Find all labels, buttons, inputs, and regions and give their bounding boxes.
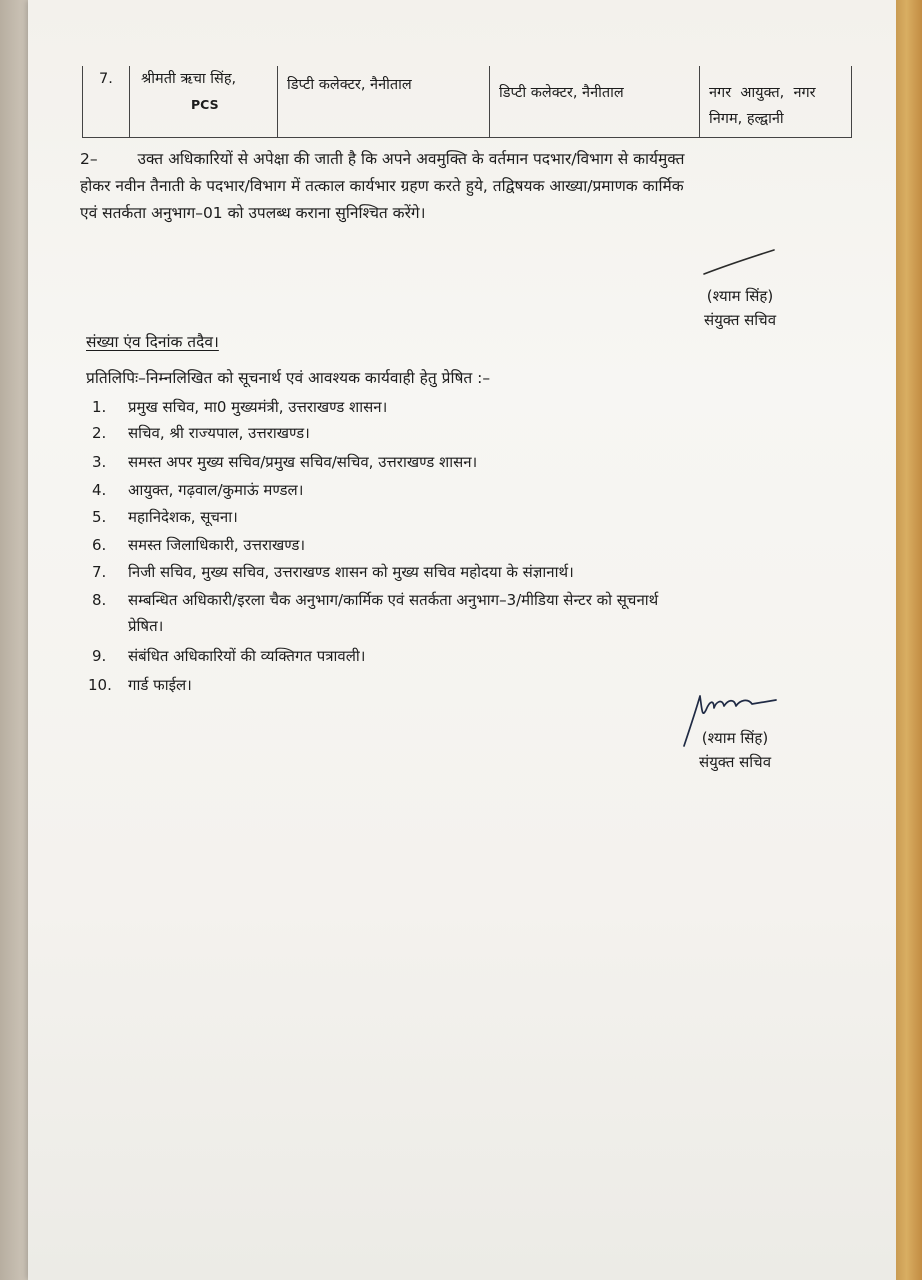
- list-text: महानिदेशक, सूचना।: [128, 508, 238, 526]
- list-text: गार्ड फाईल।: [128, 676, 192, 694]
- cell-service: PCS: [191, 97, 219, 112]
- list-text: सचिव, श्री राज्यपाल, उत्तराखण्ड।: [128, 424, 310, 442]
- copy-intro: प्रतिलिपिः–निम्नलिखित को सूचनार्थ एवं आवश्यक कार्यवाही हेतु प्रेषित :–: [86, 369, 491, 387]
- paragraph-number: 2–: [80, 150, 98, 168]
- paragraph-line: होकर नवीन तैनाती के पदभार/विभाग में तत्काल कार्यभार ग्रहण करते हुये, तद्विषयक आख्या/प्रमाणक कार्मिक: [80, 177, 684, 195]
- cell-additional-charge-cont: निगम, हल्द्वानी: [709, 111, 784, 127]
- list-number: 10.: [88, 676, 112, 694]
- cell-officer-name: श्रीमती ऋचा सिंह,: [141, 71, 237, 87]
- signatory-name: (श्याम सिंह): [701, 729, 769, 747]
- table-divider: [489, 66, 490, 137]
- signature-stroke: [700, 248, 780, 278]
- list-number: 4.: [92, 481, 107, 499]
- paragraph-2: [80, 146, 856, 227]
- cell-serial-number: 7.: [99, 71, 113, 87]
- list-number: 1.: [92, 398, 107, 416]
- signatory-designation: संयुक्त सचिव: [698, 753, 772, 771]
- list-number: 2.: [92, 424, 107, 442]
- table-divider: [699, 66, 700, 137]
- list-number: 6.: [92, 536, 107, 554]
- signatory-name: (श्याम सिंह): [706, 287, 774, 305]
- list-number: 9.: [92, 647, 107, 665]
- signatory-block-2: [660, 726, 810, 774]
- paragraph-line: एवं सतर्कता अनुभाग–01 को उपलब्ध कराना सुनिश्चित करेंगे।: [80, 204, 426, 222]
- list-text: सम्बन्धित अधिकारी/इरला चैक अनुभाग/कार्मिक एवं सतर्कता अनुभाग–3/मीडिया सेन्टर को सूचनार्थ: [128, 591, 659, 609]
- list-text: आयुक्त, गढ़वाल/कुमाऊं मण्डल।: [128, 481, 304, 499]
- list-number: 8.: [92, 591, 107, 609]
- list-text: निजी सचिव, मुख्य सचिव, उत्तराखण्ड शासन को मुख्य सचिव महोदया के संज्ञानार्थ।: [128, 563, 574, 581]
- list-text: प्रेषित।: [128, 617, 164, 635]
- signatory-designation: संयुक्त सचिव: [703, 311, 777, 329]
- list-text: समस्त अपर मुख्य सचिव/प्रमुख सचिव/सचिव, उत्तराखण्ड शासन।: [128, 453, 478, 471]
- list-number: 5.: [92, 508, 107, 526]
- posting-table: [82, 66, 852, 138]
- reference-heading: संख्या एंव दिनांक तदैव।: [86, 333, 219, 351]
- table-divider: [277, 66, 278, 137]
- cell-additional-charge: नगर आयुक्त, नगर: [709, 85, 816, 101]
- table-divider: [129, 66, 130, 137]
- list-text: प्रमुख सचिव, मा0 मुख्यमंत्री, उत्तराखण्ड शासन।: [128, 398, 388, 416]
- signatory-block-1: [665, 284, 815, 332]
- list-text: समस्त जिलाधिकारी, उत्तराखण्ड।: [128, 536, 306, 554]
- background-fabric: [896, 0, 922, 1280]
- list-number: 7.: [92, 563, 107, 581]
- list-text: संबंधित अधिकारियों की व्यक्तिगत पत्रावली।: [128, 647, 366, 665]
- cell-current-post: डिप्टी कलेक्टर, नैनीताल: [287, 77, 412, 93]
- paragraph-line: उक्त अधिकारियों से अपेक्षा की जाती है कि अपने अवमुक्ति के वर्तमान पदभार/विभाग से कार्यमुक्त: [137, 150, 685, 168]
- list-number: 3.: [92, 453, 107, 471]
- cell-new-post: डिप्टी कलेक्टर, नैनीताल: [499, 85, 624, 101]
